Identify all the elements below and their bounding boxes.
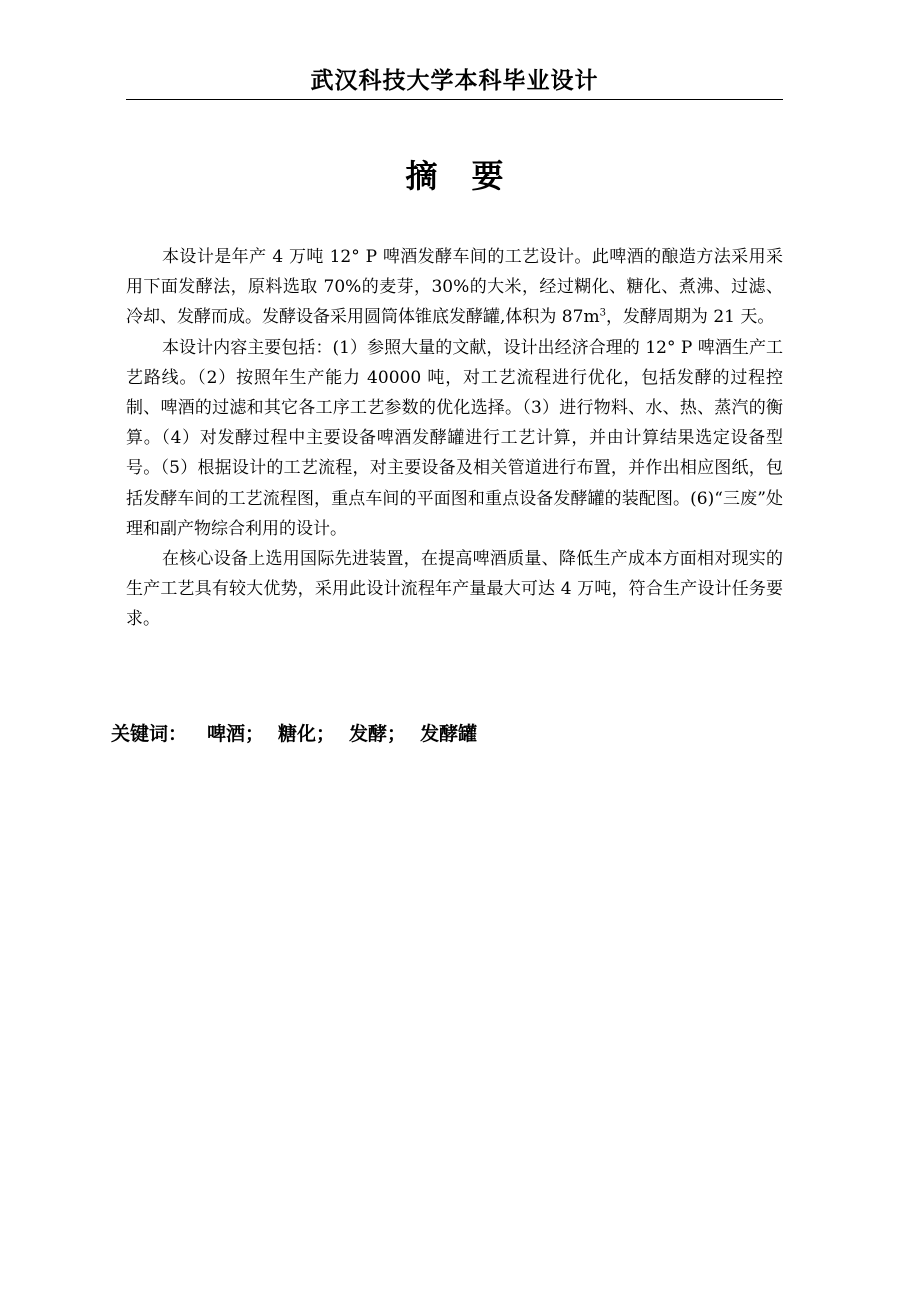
abstract-paragraph-1 [126,242,783,333]
header-divider [126,99,783,100]
paragraph-1-text-end: ，发酵周期为 21 天。 [605,307,775,328]
paragraph-1-text: 本设计是年产 4 万吨 12° P 啤酒发酵车间的工艺设计。此啤酒的酿造方法采用采用下面发酵法，原料选取 70%的麦芽，30%的大米，经过糊化、糖化、煮沸、过滤、冷却、发酵而成。发酵设备采用圆筒体锥底发酵罐,体积为 87m [126,247,783,328]
abstract-paragraph-3: 在核心设备上选用国际先进装置，在提高啤酒质量、降低生产成本方面相对现实的生产工艺具有较大优势，采用此设计流程年产量最大可达 4 万吨，符合生产设计任务要求。 [126,549,783,630]
abstract-body [126,242,783,635]
keywords-label: 关键词： [111,723,188,745]
page-title: 摘要 [405,157,538,195]
running-header: 武汉科技大学本科毕业设计 [310,68,599,94]
keyword-item: 糖化； [278,723,336,745]
keyword-item: 发酵； [349,723,407,745]
keyword-item: 啤酒； [207,723,265,745]
abstract-paragraph-2: 本设计内容主要包括：(1）参照大量的文献，设计出经济合理的 12° P 啤酒生产工艺路线。（2）按照年生产能力 40000 吨，对工艺流程进行优化，包括发酵的过程控制、啤酒的过滤和其它各工序工艺参数的优化选择。（3）进行物料、水、热、蒸汽的衡算。（4）对发酵过程中主要设备啤酒发酵罐进行工艺计算，并由计算结果选定设备型号。（5）根据设计的工艺流程，对主要设备及相关管道进行布置，并作出相应图纸，包括发酵车间的工艺流程图，重点车间的平面图和重点设备发酵罐的装配图。(6)“三废”处理和副产物综合利用的设计。 [126,337,783,539]
keywords-line [111,718,491,750]
superscript-exponent: 3 [599,307,606,319]
keyword-item: 发酵罐 [420,723,478,745]
